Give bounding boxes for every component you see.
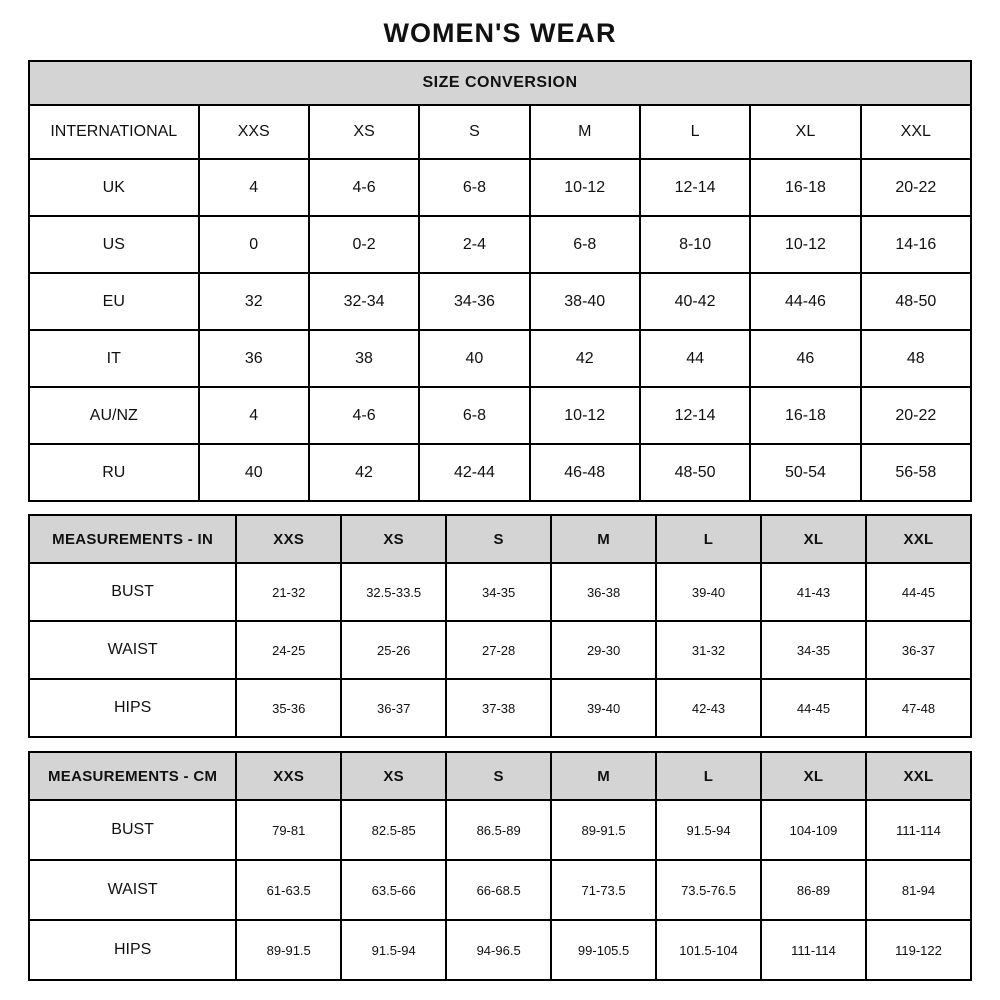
- size-value-cell: 101.5-104: [656, 920, 761, 980]
- size-value-cell: 34-36: [419, 273, 529, 330]
- size-value-cell: 29-30: [551, 621, 656, 679]
- size-value-cell: 44-45: [761, 679, 866, 737]
- table-title-row: [29, 61, 971, 105]
- column-header: S: [446, 515, 551, 563]
- table-row: [29, 800, 971, 860]
- column-header: XXL: [866, 752, 971, 800]
- size-value-cell: 50-54: [750, 444, 860, 501]
- size-value-cell: 48-50: [861, 273, 971, 330]
- size-value-cell: 81-94: [866, 860, 971, 920]
- size-value-cell: 34-35: [446, 563, 551, 621]
- table-header-row: [29, 105, 971, 159]
- size-value-cell: 0-2: [309, 216, 419, 273]
- size-value-cell: 25-26: [341, 621, 446, 679]
- size-value-cell: 94-96.5: [446, 920, 551, 980]
- size-value-cell: 82.5-85: [341, 800, 446, 860]
- column-header: XXS: [236, 515, 341, 563]
- size-value-cell: 31-32: [656, 621, 761, 679]
- size-value-cell: 47-48: [866, 679, 971, 737]
- column-header: S: [446, 752, 551, 800]
- size-value-cell: 39-40: [656, 563, 761, 621]
- measurements-cm-table: [28, 751, 972, 981]
- measurements-in-table: [28, 514, 972, 738]
- column-header: MEASUREMENTS - IN: [29, 515, 236, 563]
- size-value-cell: 20-22: [861, 159, 971, 216]
- table-row: [29, 679, 971, 737]
- page-title: WOMEN'S WEAR: [383, 18, 617, 48]
- size-value-cell: 42-44: [419, 444, 529, 501]
- size-value-cell: 89-91.5: [551, 800, 656, 860]
- table-title: SIZE CONVERSION: [29, 61, 971, 105]
- row-label: HIPS: [29, 679, 236, 737]
- table-row: [29, 216, 971, 273]
- size-value-cell: 44: [640, 330, 750, 387]
- size-value-cell: 14-16: [861, 216, 971, 273]
- size-value-cell: 40-42: [640, 273, 750, 330]
- size-value-cell: 36-37: [341, 679, 446, 737]
- column-header: XS: [309, 105, 419, 159]
- column-header: MEASUREMENTS - CM: [29, 752, 236, 800]
- column-header: XL: [750, 105, 860, 159]
- size-value-cell: 4: [199, 159, 309, 216]
- size-value-cell: 42: [309, 444, 419, 501]
- column-header: XS: [341, 515, 446, 563]
- size-value-cell: 39-40: [551, 679, 656, 737]
- size-value-cell: 20-22: [861, 387, 971, 444]
- size-value-cell: 73.5-76.5: [656, 860, 761, 920]
- table-row: [29, 330, 971, 387]
- column-header: XXL: [861, 105, 971, 159]
- row-label: AU/NZ: [29, 387, 199, 444]
- size-value-cell: 40: [199, 444, 309, 501]
- size-value-cell: 32: [199, 273, 309, 330]
- size-value-cell: 79-81: [236, 800, 341, 860]
- size-value-cell: 21-32: [236, 563, 341, 621]
- size-value-cell: 36-38: [551, 563, 656, 621]
- row-label: HIPS: [29, 920, 236, 980]
- table-header-row: [29, 752, 971, 800]
- table-row: [29, 860, 971, 920]
- size-value-cell: 10-12: [530, 387, 640, 444]
- table-row: [29, 920, 971, 980]
- column-header: L: [656, 515, 761, 563]
- size-value-cell: 12-14: [640, 387, 750, 444]
- size-value-cell: 41-43: [761, 563, 866, 621]
- size-value-cell: 46-48: [530, 444, 640, 501]
- size-value-cell: 4: [199, 387, 309, 444]
- size-conversion-table: [28, 60, 972, 502]
- size-value-cell: 8-10: [640, 216, 750, 273]
- size-value-cell: 0: [199, 216, 309, 273]
- row-label: BUST: [29, 563, 236, 621]
- row-label: IT: [29, 330, 199, 387]
- size-value-cell: 44-46: [750, 273, 860, 330]
- size-value-cell: 10-12: [530, 159, 640, 216]
- size-value-cell: 38: [309, 330, 419, 387]
- size-value-cell: 71-73.5: [551, 860, 656, 920]
- size-value-cell: 10-12: [750, 216, 860, 273]
- column-header: M: [530, 105, 640, 159]
- table-header-row: [29, 515, 971, 563]
- size-value-cell: 16-18: [750, 159, 860, 216]
- column-header: L: [640, 105, 750, 159]
- size-value-cell: 40: [419, 330, 529, 387]
- table-row: [29, 444, 971, 501]
- size-value-cell: 6-8: [530, 216, 640, 273]
- size-value-cell: 48: [861, 330, 971, 387]
- size-value-cell: 111-114: [761, 920, 866, 980]
- size-value-cell: 24-25: [236, 621, 341, 679]
- row-label: WAIST: [29, 621, 236, 679]
- size-value-cell: 37-38: [446, 679, 551, 737]
- size-value-cell: 104-109: [761, 800, 866, 860]
- size-value-cell: 66-68.5: [446, 860, 551, 920]
- column-header: M: [551, 515, 656, 563]
- table-row: [29, 273, 971, 330]
- size-value-cell: 61-63.5: [236, 860, 341, 920]
- size-value-cell: 86-89: [761, 860, 866, 920]
- size-value-cell: 12-14: [640, 159, 750, 216]
- row-label: WAIST: [29, 860, 236, 920]
- size-value-cell: 4-6: [309, 159, 419, 216]
- row-label: UK: [29, 159, 199, 216]
- size-value-cell: 111-114: [866, 800, 971, 860]
- size-value-cell: 99-105.5: [551, 920, 656, 980]
- size-value-cell: 119-122: [866, 920, 971, 980]
- size-value-cell: 6-8: [419, 387, 529, 444]
- size-value-cell: 6-8: [419, 159, 529, 216]
- size-value-cell: 36: [199, 330, 309, 387]
- column-header: INTERNATIONAL: [29, 105, 199, 159]
- column-header: L: [656, 752, 761, 800]
- row-label: RU: [29, 444, 199, 501]
- column-header: M: [551, 752, 656, 800]
- size-value-cell: 91.5-94: [656, 800, 761, 860]
- size-value-cell: 36-37: [866, 621, 971, 679]
- size-value-cell: 89-91.5: [236, 920, 341, 980]
- table-row: [29, 621, 971, 679]
- size-value-cell: 32.5-33.5: [341, 563, 446, 621]
- size-value-cell: 32-34: [309, 273, 419, 330]
- size-value-cell: 86.5-89: [446, 800, 551, 860]
- size-value-cell: 91.5-94: [341, 920, 446, 980]
- table-row: [29, 563, 971, 621]
- column-header: XXS: [236, 752, 341, 800]
- table-row: [29, 387, 971, 444]
- size-value-cell: 46: [750, 330, 860, 387]
- size-value-cell: 16-18: [750, 387, 860, 444]
- size-value-cell: 44-45: [866, 563, 971, 621]
- column-header: XXS: [199, 105, 309, 159]
- row-label: US: [29, 216, 199, 273]
- size-value-cell: 4-6: [309, 387, 419, 444]
- size-value-cell: 42-43: [656, 679, 761, 737]
- column-header: XXL: [866, 515, 971, 563]
- size-value-cell: 63.5-66: [341, 860, 446, 920]
- size-value-cell: 42: [530, 330, 640, 387]
- size-value-cell: 48-50: [640, 444, 750, 501]
- column-header: XS: [341, 752, 446, 800]
- column-header: S: [419, 105, 529, 159]
- size-value-cell: 35-36: [236, 679, 341, 737]
- size-value-cell: 56-58: [861, 444, 971, 501]
- size-value-cell: 2-4: [419, 216, 529, 273]
- table-row: [29, 159, 971, 216]
- size-value-cell: 27-28: [446, 621, 551, 679]
- row-label: BUST: [29, 800, 236, 860]
- column-header: XL: [761, 515, 866, 563]
- size-value-cell: 38-40: [530, 273, 640, 330]
- row-label: EU: [29, 273, 199, 330]
- size-value-cell: 34-35: [761, 621, 866, 679]
- column-header: XL: [761, 752, 866, 800]
